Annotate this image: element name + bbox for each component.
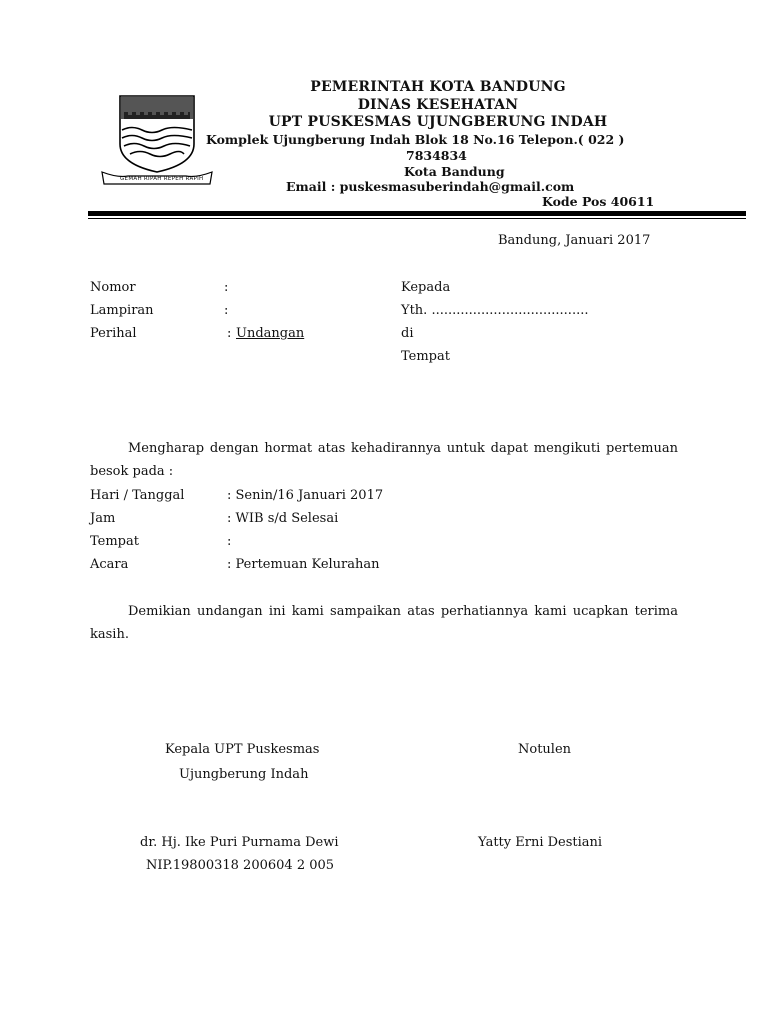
detail-value-time: : WIB s/d Selesai bbox=[227, 511, 339, 526]
logo-motto: GEMAH RIPAH REPEH RAPIH bbox=[120, 176, 204, 182]
letterhead-city: Kota Bandung bbox=[404, 164, 505, 179]
recipient-di: di bbox=[401, 326, 414, 341]
letterhead-postal-code: Kode Pos 40611 bbox=[542, 194, 655, 209]
signature-right-name: Yatty Erni Destiani bbox=[478, 835, 603, 850]
signature-left-title: Kepala UPT Puskesmas bbox=[165, 742, 320, 757]
lampiran-value: : bbox=[224, 303, 229, 318]
nomor-label: Nomor bbox=[90, 280, 136, 295]
detail-label-event: Acara bbox=[90, 557, 129, 572]
detail-label-date: Hari / Tanggal bbox=[90, 488, 185, 503]
detail-label-time: Jam bbox=[90, 511, 116, 526]
letterhead-government: PEMERINTAH KOTA BANDUNG bbox=[310, 79, 566, 95]
detail-value-event: : Pertemuan Kelurahan bbox=[227, 557, 380, 572]
perihal-label: Perihal bbox=[90, 326, 137, 341]
perihal-colon: : bbox=[227, 326, 232, 341]
nomor-value: : bbox=[224, 280, 229, 295]
lampiran-label: Lampiran bbox=[90, 303, 154, 318]
recipient-yth: Yth. ...................................... bbox=[401, 303, 589, 318]
perihal-value: Undangan bbox=[236, 326, 305, 341]
letterhead-divider-thick bbox=[88, 211, 746, 216]
letter-date: Bandung, Januari 2017 bbox=[498, 233, 651, 248]
signature-left-title-2: Ujungberung Indah bbox=[179, 767, 309, 782]
body-intro-paragraph: Mengharap dengan hormat atas kehadirannya untuk dapat mengikuti pertemuan besok pada : bbox=[90, 441, 678, 479]
signature-right-title: Notulen bbox=[518, 742, 572, 757]
city-crest-logo bbox=[98, 92, 216, 188]
detail-label-place: Tempat bbox=[90, 534, 139, 549]
body-closing-paragraph: Demikian undangan ini kami sampaikan atas perhatiannya kami ucapkan terima kasih. bbox=[90, 604, 678, 642]
detail-value-place: : bbox=[227, 534, 232, 549]
recipient-kepada: Kepada bbox=[401, 280, 451, 295]
letterhead-phone: 7834834 bbox=[406, 148, 467, 163]
letterhead-department: DINAS KESEHATAN bbox=[357, 97, 519, 113]
letterhead-email: Email : puskesmasuberindah@gmail.com bbox=[286, 179, 575, 194]
letterhead-divider-thin bbox=[88, 218, 746, 219]
letterhead-institution: UPT PUSKESMAS UJUNGBERUNG INDAH bbox=[268, 114, 608, 130]
letterhead-address: Komplek Ujungberung Indah Blok 18 No.16 Telepon.( 022 ) bbox=[206, 132, 625, 147]
signature-left-nip: NIP.19800318 200604 2 005 bbox=[146, 858, 335, 873]
recipient-tempat: Tempat bbox=[401, 349, 450, 364]
signature-left-name: dr. Hj. Ike Puri Purnama Dewi bbox=[140, 835, 339, 850]
detail-value-date: : Senin/16 Januari 2017 bbox=[227, 488, 384, 503]
